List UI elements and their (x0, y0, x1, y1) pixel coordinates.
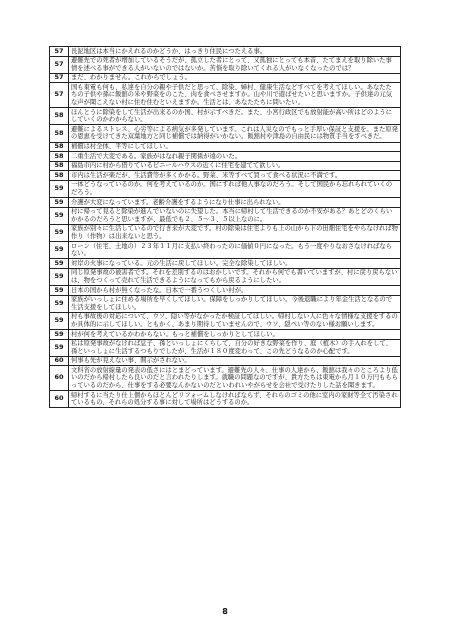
table-row (50, 356, 401, 366)
row-number: 58 (50, 161, 69, 171)
table-row (50, 207, 401, 224)
row-number: 58 (50, 152, 69, 162)
comment-text: 文科省の放射線量の発表の低さにはとまどっています。避難先の人々、仕事の人達から、飯舘は我々のところより低いのだから帰村したら良いのだと言われたりします。就職の問題なのですが、貴方たちは東電から月１０万円ももらっているのだから、仕事をする必要なんかないのだといわれいやがらせを会社で受けたりした話を聞きます。 (69, 366, 401, 391)
row-number: 58 (50, 108, 69, 125)
row-number: 58 (50, 142, 69, 152)
table-body (50, 47, 401, 408)
table-row (50, 330, 401, 340)
row-number: 57 (50, 83, 69, 108)
row-number: 59 (50, 286, 69, 296)
row-number: 59 (50, 295, 69, 312)
table-row (50, 366, 401, 391)
table-row (50, 152, 401, 162)
row-number: 59 (50, 198, 69, 208)
comments-table (49, 46, 401, 408)
row-number: 59 (50, 242, 69, 259)
comment-text: 避難によるストレス、心労等による病気が多発しています。これは人災なのでもっと手厚い保証と支援を。また原発の恩恵を受けてきた双葉地方と同じ補償では納得がいかない。飯舘村や津島の自由民には物質手当をすべきだ。 (69, 125, 401, 142)
table-row (50, 286, 401, 296)
table-row (50, 161, 401, 171)
comment-text: 同じ原発事故の被害者です。それを差別するのはおかしいです。それから何でも書いていますが、村に戻り戻らないは、物をつくって売れて生活できるようになってもから戻るようにしたい。 (69, 268, 401, 285)
comment-text: 家族が別々に生活しているので行き来が大変です。村の除染は住宅よりも上の山から下の田畑住宅をやらなければ物作り（作物）は出来ないと思う。 (69, 224, 401, 241)
table-row (50, 47, 401, 57)
comment-text: 避難先での死者が増加しているそうだが、孤立した者にとって、又孤独にとっても本音、たてまえを取り除いた事情を述べる事ができる人がいないのではないか。苦悩を取り除いてくれる人がいなくなったのでは？ (69, 56, 401, 73)
table-row (50, 125, 401, 142)
table-row (50, 259, 401, 269)
comment-text: 長泥地区は本当にかえれるのかどうか、はっきり住民につたえる事。 (69, 47, 401, 57)
opinion-table (49, 46, 401, 408)
comment-text: 日本の国から村が無くなったな。日本で一番うつくしい村が。 (69, 286, 401, 296)
comment-text: 介護が大変になっています。老齢介護をするようになり仕事に出られない。 (69, 198, 401, 208)
table-row (50, 198, 401, 208)
row-number: 59 (50, 339, 69, 356)
comment-text: ほんとうに除染をして生活が出来るのか国、村が示すべきだ。また、小宮行政区でも放射能が高い所はどのようにしていくのかわからない。 (69, 108, 401, 125)
row-number: 59 (50, 330, 69, 340)
row-number: 60 (50, 391, 69, 408)
row-number: 57 (50, 73, 69, 83)
row-number: 60 (50, 356, 69, 366)
table-row (50, 73, 401, 83)
table-row (50, 295, 401, 312)
table-row (50, 391, 401, 408)
row-number: 57 (50, 56, 69, 73)
row-number: 59 (50, 207, 69, 224)
row-number: 59 (50, 312, 69, 329)
comment-text: ローン（住宅、土地の）２３年１１月に支払い終わったのに価値０円になった。もう一度やりなおさなければならない。 (69, 242, 401, 259)
comment-text: 家族がいっしょに住める場所を早くしてほしい。保障をしっかりしてほしい。今後退職により年金生活となるので生活支援をしてほしい。 (69, 295, 401, 312)
row-number: 59 (50, 268, 69, 285)
row-number: 59 (50, 180, 69, 197)
table-row (50, 180, 401, 197)
row-number: 59 (50, 259, 69, 269)
row-number: 57 (50, 47, 69, 57)
comment-text: 村も事故後の対応について、ウソ、隠い等がなかったか検証してほしい。帰村しない人に色々な情様な支援をするのか具体的に示してほしい。ともかく、あまり期待していませんので、ウソ、隠ぺい等のない様お願いします。 (69, 312, 401, 329)
table-row (50, 83, 401, 108)
page-number: 8 (222, 607, 228, 616)
row-number: 59 (50, 224, 69, 241)
comment-text: 私は原発事故がなければ息子、孫といっしょにくらして、自分の好きな野菜を作り、庭（植木）の手入れをして、孫といっしょに生活するつもりでしたが、生活が１８０度変わって、この先どうなるのか心配です。 (69, 339, 401, 356)
row-number: 58 (50, 125, 69, 142)
table-row (50, 242, 401, 259)
comment-text: 二重生活で大変である。家族がはなれ親子関係が遠のいた。 (69, 152, 401, 162)
comment-text: 市内は生活が楽だが、生活費等が多くかかる。野菜、米等すべて買って食べる状況に不満です。 (69, 171, 401, 181)
row-number: 58 (50, 171, 69, 181)
table-row (50, 56, 401, 73)
comment-text: まだ、わかりません。これからでしょう。 (69, 73, 401, 83)
comment-text: 帰村するに当たり仕上個からほとんどリフォームしなければならず、それらのゴミの他に室内の家財等全て汚染されているもの、それらの処分する事に対して場所はどうするのか。 (69, 391, 401, 408)
comment-text: 村が何を考えているかわからない。もっと補償をしっかりとしてほしい。 (69, 330, 401, 340)
comment-text: 村に帰って見ると除染が進んでいないのに失望した。本当に帰村して生活できるのか不安がある？あとどのくらいかかるのだろうと思いますが、最低でも２、５〜３、５以上なのに。 (69, 207, 401, 224)
table-row (50, 268, 401, 285)
table-row (50, 142, 401, 152)
comment-text: 一体どうなっているのか。何を考えているのか。国にすれば他人事なのだろう。そして国民から忘れられていくのだろう。 (69, 180, 401, 197)
table-row (50, 108, 401, 125)
table-row (50, 339, 401, 356)
comment-text: 補償は村全体、平等にしてほしい。 (69, 142, 401, 152)
table-row (50, 224, 401, 241)
table-row (50, 312, 401, 329)
comment-text: 対岸の火事になっている。元の生活に戻してほしい。完全な除染してほしい。 (69, 259, 401, 269)
comment-text: 何事も先が見えない事、開示がされない。 (69, 356, 401, 366)
comment-text: 福島市内に村から借りているビニールハウスの近くに住宅を建てて欲しい。 (69, 161, 401, 171)
comment-text: 国も東電も何も、私達を自分の親や子供だと思って、除染、婦村、健康生活などすべてを考えてほしい。あなたたちの子供や孫に飯舘の米や野菜をのこた、肉を食べさせますか。山や川で遊ばせたいと思いますか。子供達の元気な声が聞こえない村に住む住むといえますか。生活とは、あなたたちに問いたい。 (69, 83, 401, 108)
row-number: 60 (50, 366, 69, 391)
table-row (50, 171, 401, 181)
